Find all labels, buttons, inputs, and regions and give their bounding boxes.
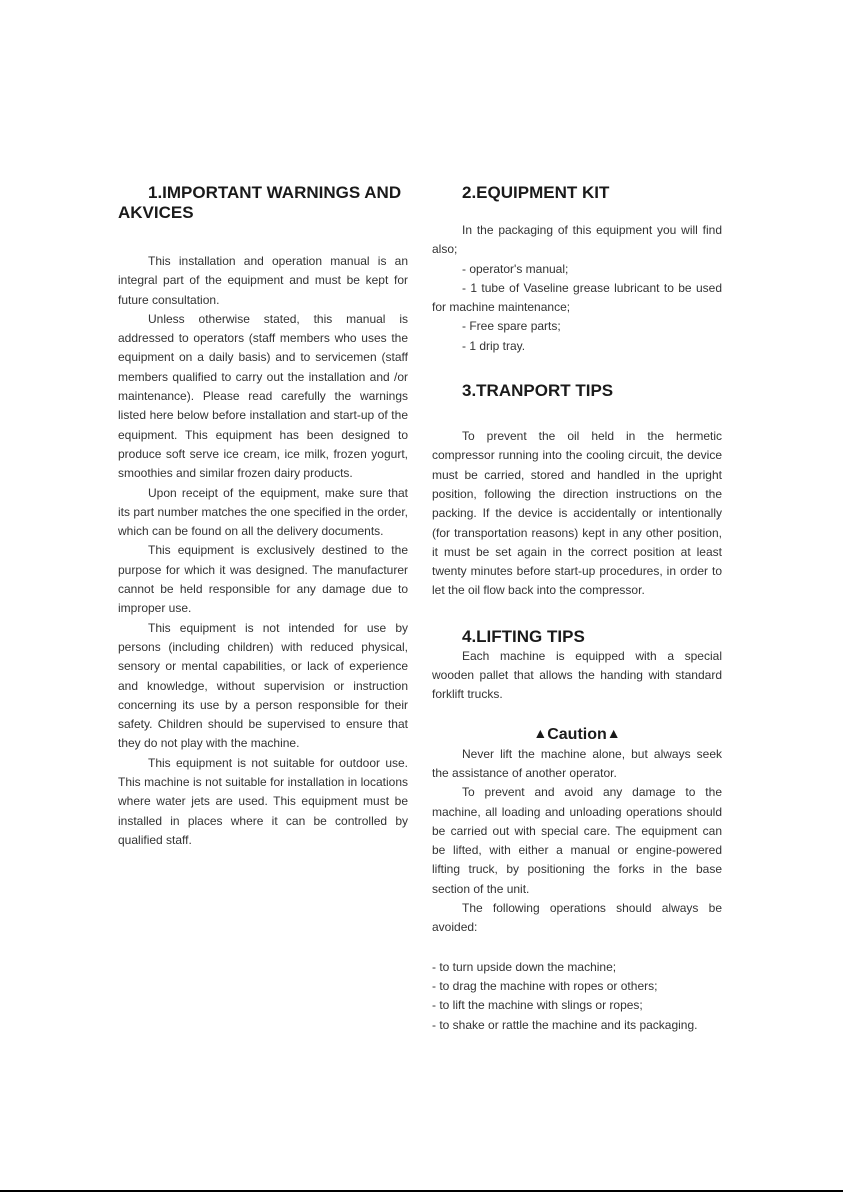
- paragraph: Each machine is equipped with a special wooden pallet that allows the handing with standard forklift trucks.: [432, 648, 722, 702]
- heading-text: 2.EQUIPMENT KIT: [462, 183, 610, 202]
- paragraph: To prevent the oil held in the hermetic compressor running into the cooling circuit, the device must be carried, stored and handled in the upright position, following the direction instructions on the packing. If the device is accidentally or intentionally (for transportation reasons) kept in any other position, it must be set again in the correct position at least twenty minutes before start-up procedures, in order to let the oil flow back into the compressor.: [432, 429, 722, 598]
- paragraph: Unless otherwise stated, this manual is addressed to operators (staff members who uses the equipment on a daily basis) and to servicemen (staff members qualified to carry out the installation and /or maintenance). Please read carefully the warnings listed here below before installation and start-up of the equipment. This equipment has been designed to produce soft serve ice cream, ice milk, frozen yogurt, smoothies and similar frozen dairy products.: [118, 311, 408, 481]
- caution-label: Caution: [547, 725, 607, 743]
- right-column: [432, 183, 722, 1035]
- section-heading-warnings: [118, 183, 408, 223]
- list-item: [432, 977, 722, 996]
- kit-item: - operator's manual;: [462, 261, 569, 276]
- section-heading-transport: [432, 381, 722, 401]
- list-item: [432, 1016, 722, 1035]
- warning-triangle-icon: ▲: [533, 724, 548, 741]
- section-heading-lifting: [432, 627, 722, 647]
- heading-text: 1.IMPORTANT WARNINGS AND AKVICES: [118, 183, 402, 222]
- avoid-item: - to lift the machine with slings or ropes;: [432, 998, 643, 1013]
- left-column: [118, 183, 408, 850]
- avoid-item: - to turn upside down the machine;: [432, 959, 617, 974]
- heading-text: 3.TRANPORT TIPS: [462, 381, 614, 401]
- list-item: [432, 317, 722, 336]
- avoid-item: - to shake or rattle the machine and its packaging.: [432, 1017, 698, 1032]
- list-item: [432, 279, 722, 318]
- paragraph: This equipment is not suitable for outdoor use. This machine is not suitable for installation in locations where water jets are used. This equipment must be installed in places where it can be controlled by qualified staff.: [118, 755, 408, 847]
- warning-triangle-icon: ▲: [606, 724, 621, 741]
- heading-text: 4.LIFTING TIPS: [462, 626, 585, 646]
- paragraph: This equipment is exclusively destined to the purpose for which it was designed. The manufacturer cannot be held responsible for any damage due to improper use.: [118, 543, 408, 616]
- kit-item: - 1 tube of Vaseline grease lubricant to be used for machine maintenance;: [432, 280, 722, 315]
- caution-title: [432, 723, 722, 745]
- list-item: [432, 337, 722, 356]
- list-item: [432, 958, 722, 977]
- avoid-item: - to drag the machine with ropes or others;: [432, 978, 658, 993]
- paragraph: To prevent and avoid any damage to the machine, all loading and unloading operations should be carried out with special care. The equipment can be lifted, with either a manual or engine-powered lifting truck, by positioning the forks in the base section of the unit.: [432, 785, 722, 896]
- list-item: [432, 996, 722, 1015]
- paragraph: This installation and operation manual is an integral part of the equipment and must be kept for future consultation.: [118, 254, 408, 307]
- paragraph: This equipment is not intended for use by persons (including children) with reduced physical, sensory or mental capabilities, or lack of experience and knowledge, without supervision or instruction concerning its use by a person responsible for their safety. Children should be supervised to ensure that they do not play with the machine.: [118, 620, 408, 751]
- section-heading-equipment-kit: [432, 183, 722, 203]
- paragraph: In the packaging of this equipment you will find also;: [432, 223, 722, 257]
- paragraph: The following operations should always be avoided:: [432, 901, 722, 935]
- paragraph: Never lift the machine alone, but always seek the assistance of another operator.: [432, 746, 722, 780]
- paragraph: Upon receipt of the equipment, make sure that its part number matches the one specified in the order, which can be found on all the delivery documents.: [118, 485, 408, 539]
- list-item: [432, 260, 722, 279]
- kit-item: - 1 drip tray.: [462, 338, 526, 353]
- kit-item: - Free spare parts;: [462, 319, 561, 334]
